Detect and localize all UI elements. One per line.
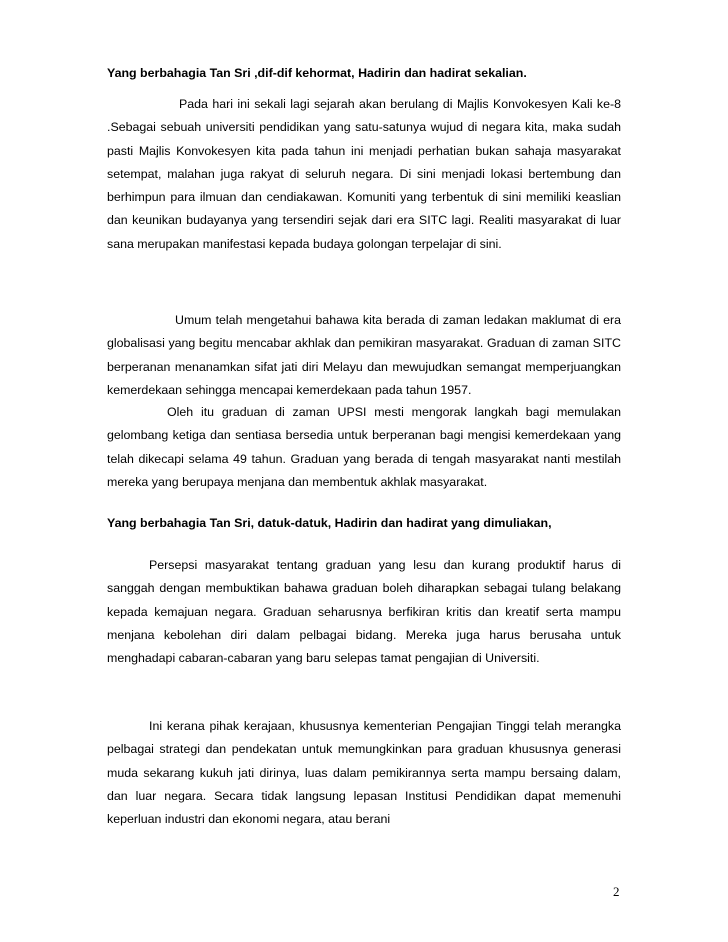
paragraph-5: Ini kerana pihak kerajaan, khususnya kementerian Pengajian Tinggi telah merangka pelbagai strategi dan pendekatan untuk memungkinkan para graduan khususnya generasi muda sekarang kukuh jati dirinya, luas dalam pemikirannya serta mampu bersaing dalam, dan luar negara. Secara tidak langsung lepasan Institusi Pendidikan dapat memenuhi keperluan industri dan ekonomi negara, atau berani [107,719,621,827]
salutation-heading-2: Yang berbahagia Tan Sri, datuk-datuk, Hadirin dan hadirat yang dimuliakan, [107,516,552,530]
paragraph-4: Persepsi masyarakat tentang graduan yang lesu dan kurang produktif harus di sanggah dengan membuktikan bahawa graduan boleh diharapkan sebagai tulang belakang kepada kemajuan negara. Graduan seharusnya berfikiran kritis dan kreatif serta mampu menjana kebolehan diri dalam pelbagai bidang. Mereka juga harus berusaha untuk menghadapi cabaran-cabaran yang baru selepas tamat pengajian di Universiti. [107,558,621,666]
paragraph-2: Umum telah mengetahui bahawa kita berada di zaman ledakan maklumat di era globalisasi yang begitu mencabar akhlak dan pemikiran masyarakat. Graduan di zaman SITC berperanan menanamkan sifat jati diri Melayu dan mewujudkan semangat memperjuangkan kemerdekaan sehingga mencapai kemerdekaan pada tahun 1957. [107,313,621,397]
salutation-heading-1: Yang berbahagia Tan Sri ,dif-dif kehormat, Hadirin dan hadirat sekalian. [107,66,527,80]
paragraph-1: Pada hari ini sekali lagi sejarah akan berulang di Majlis Konvokesyen Kali ke-8 .Sebagai sebuah universiti pendidikan yang satu-satunya wujud di negara kita, maka sudah pasti Majlis Konvokesyen kita pada tahun ini menjadi perhatian bukan sahaja masyarakat setempat, malahan juga rakyat di seluruh negara. Di sini menjadi lokasi bertembung dan berhimpun para ilmuan dan cendiakawan. Komuniti yang terbentuk di sini memiliki keaslian dan keunikan budayanya yang tersendiri sejak dari era SITC lagi. Realiti masyarakat di luar sana merupakan manifestasi kepada budaya golongan terpelajar di sini. [107,97,621,251]
page-number: 2 [613,884,620,899]
paragraph-3: Oleh itu graduan di zaman UPSI mesti mengorak langkah bagi memulakan gelombang ketiga dan sentiasa bersedia untuk berperanan bagi mengisi kemerdekaan yang telah dikecapi selama 49 tahun. Graduan yang berada di tengah masyarakat nanti mestilah mereka yang berupaya menjana dan membentuk akhlak masyarakat. [107,405,621,489]
